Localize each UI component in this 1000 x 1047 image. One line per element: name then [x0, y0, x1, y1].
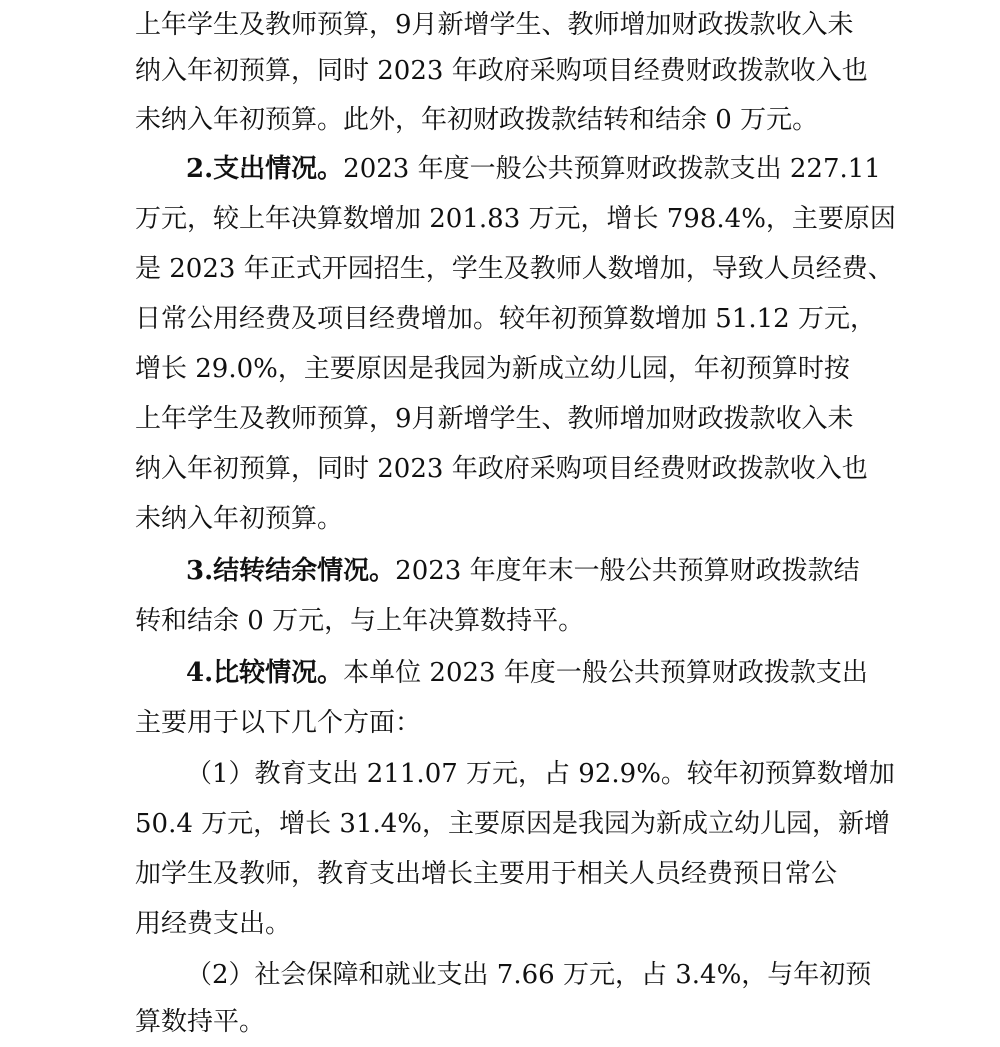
- paragraph-line: [135, 849, 1000, 899]
- paragraph-line: [135, 494, 1000, 544]
- text: 纳入年初预算，同时 2023 年政府采购项目经费财政拨款收入也: [135, 454, 868, 484]
- section-3-first-line: [186, 546, 1000, 596]
- text: 未纳入年初预算。: [135, 504, 344, 534]
- paragraph-line: [135, 244, 1000, 294]
- text: 未纳入年初预算。此外，年初财政拨款结转和结余 0 万元。: [135, 105, 819, 135]
- paragraph-line: [135, 444, 1000, 494]
- text: 转和结余 0 万元，与上年决算数持平。: [135, 606, 585, 636]
- text: 用经费支出。: [135, 909, 292, 939]
- text: 上年学生及教师预算，9月新增学生、教师增加财政拨款收入未: [135, 404, 854, 434]
- paragraph-line: [135, 294, 1000, 344]
- paragraph-line: [135, 344, 1000, 394]
- text: 2023 年度一般公共预算财政拨款支出 227.11: [343, 154, 881, 184]
- text: 本单位 2023 年度一般公共预算财政拨款支出: [343, 658, 868, 688]
- text: 增长 29.0%，主要原因是我园为新成立幼儿园，年初预算时按: [135, 354, 850, 384]
- section-heading: 4.比较情况。: [186, 658, 344, 688]
- section-4-first-line: [186, 648, 1000, 698]
- list-item-2-first-line: [186, 950, 1000, 1000]
- text: 万元，较上年决算数增加 201.83 万元，增长 798.4%，主要原因: [135, 204, 896, 234]
- section-heading: 2.支出情况。: [186, 154, 344, 184]
- paragraph-line: [135, 899, 1000, 949]
- text: 是 2023 年正式开园招生，学生及教师人数增加，导致人员经费、: [135, 254, 894, 284]
- text: 50.4 万元，增长 31.4%，主要原因是我园为新成立幼儿园，新增: [135, 809, 891, 839]
- paragraph-line: [135, 95, 1000, 145]
- paragraph-line: [135, 394, 1000, 444]
- text: 纳入年初预算，同时 2023 年政府采购项目经费财政拨款收入也: [135, 56, 868, 86]
- section-2-first-line: [186, 144, 1000, 194]
- text: 主要用于以下几个方面：: [135, 708, 422, 738]
- paragraph-line: [135, 997, 1000, 1047]
- paragraph-line: [135, 596, 1000, 646]
- text: 日常公用经费及项目经费增加。较年初预算数增加 51.12 万元，: [135, 304, 876, 334]
- paragraph-line: [135, 194, 1000, 244]
- text: 算数持平。: [135, 1007, 266, 1037]
- paragraph-line: [135, 698, 1000, 748]
- paragraph-line: [135, 0, 1000, 50]
- text: （2）社会保障和就业支出 7.66 万元，占 3.4%，与年初预: [186, 960, 872, 990]
- text: 加学生及教师，教育支出增长主要用于相关人员经费预日常公: [135, 859, 838, 889]
- paragraph-line: [135, 46, 1000, 96]
- paragraph-line: [135, 799, 1000, 849]
- text: 上年学生及教师预算，9月新增学生、教师增加财政拨款收入未: [135, 10, 854, 40]
- text: 2023 年度年末一般公共预算财政拨款结: [395, 556, 860, 586]
- text: （1）教育支出 211.07 万元，占 92.9%。较年初预算数增加: [186, 759, 895, 789]
- section-heading: 3.结转结余情况。: [186, 556, 396, 586]
- list-item-1-first-line: [186, 749, 1000, 799]
